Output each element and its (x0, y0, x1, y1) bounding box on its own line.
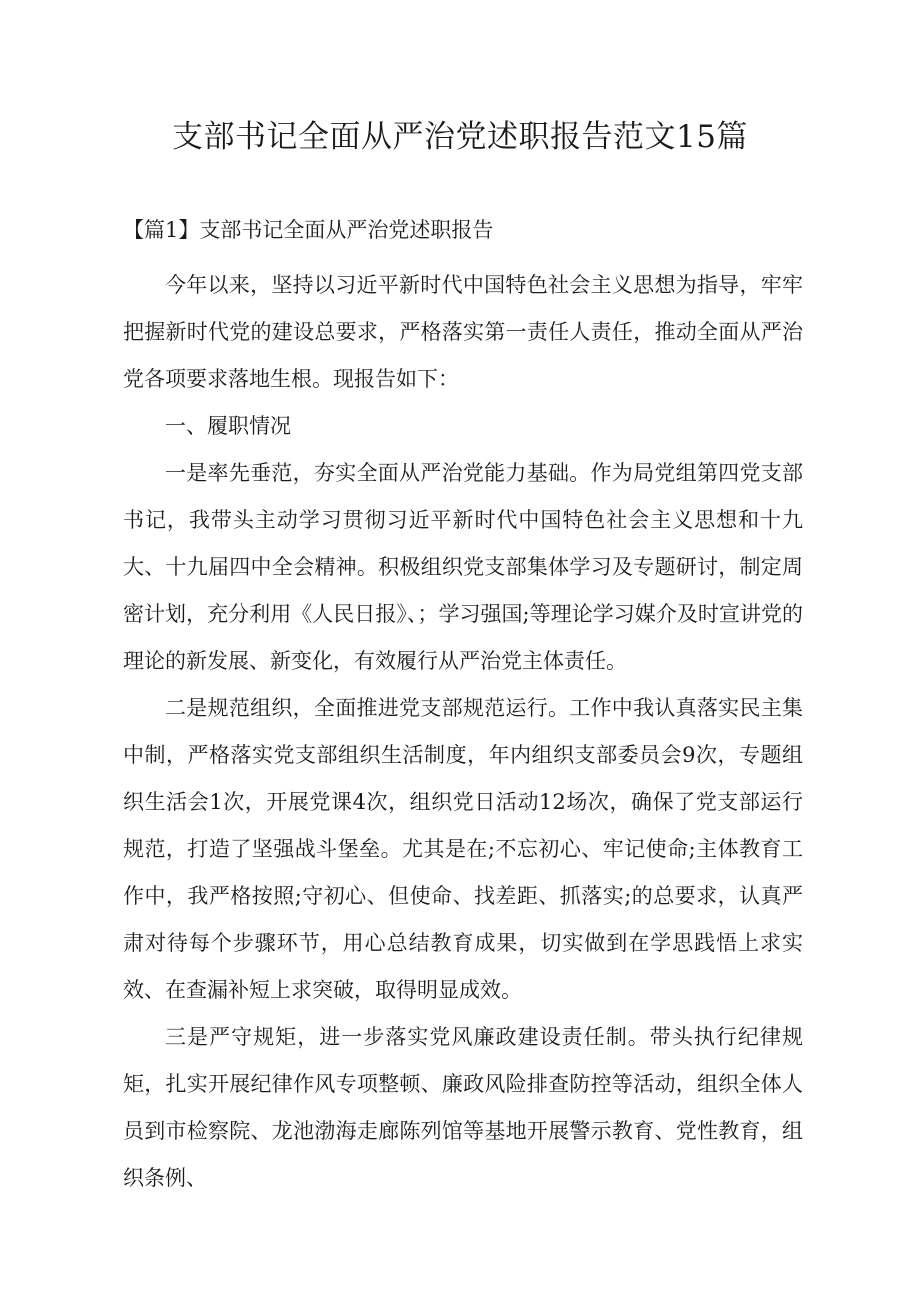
document-body (123, 262, 803, 1202)
section-heading: 【篇1】支部书记全面从严治党述职报告 (123, 218, 494, 242)
paragraph-point-two: 二是规范组织，全面推进党支部规范运行。工作中我认真落实民主集中制，严格落实党支部组织生活制度，年内组织支部委员会9次，专题组织生活会1次，开展党课4次，组织党日活动12场次，确保了党支部运行规范，打造了坚强战斗堡垒。尤其是在;不忘初心、牢记使命;主体教育工作中，我严格按照;守初心、但使命、找差距、抓落实;的总要求，认真严肃对待每个步骤环节，用心总结教育成果，切实做到在学思践悟上求实效、在查漏补短上求突破，取得明显成效。 (123, 696, 803, 1002)
paragraph-point-three: 三是严守规矩，进一步落实党风廉政建设责任制。带头执行纪律规矩，扎实开展纪律作风专项整顿、廉政风险排查防控等活动，组织全体人员到市检察院、龙池渤海走廊陈列馆等基地开展警示教育、党性教育，组织条例、 (123, 1025, 803, 1190)
paragraph-intro: 今年以来，坚持以习近平新时代中国特色社会主义思想为指导，牢牢把握新时代党的建设总要求，严格落实第一责任人责任，推动全面从严治党各项要求落地生根。现报告如下： (123, 273, 803, 391)
document-title: 支部书记全面从严治党述职报告范文15篇 (172, 119, 748, 155)
paragraph-point-one: 一是率先垂范，夯实全面从严治党能力基础。作为局党组第四党支部书记，我带头主动学习贯彻习近平新时代中国特色社会主义思想和十九大、十九届四中全会精神。积极组织党支部集体学习及专题研讨，制定周密计划，充分利用《人民日报》、；学习强国;等理论学习媒介及时宣讲党的理论的新发展、新变化，有效履行从严治党主体责任。 (123, 461, 803, 673)
paragraph-section-title: 一、履职情况 (165, 414, 291, 438)
